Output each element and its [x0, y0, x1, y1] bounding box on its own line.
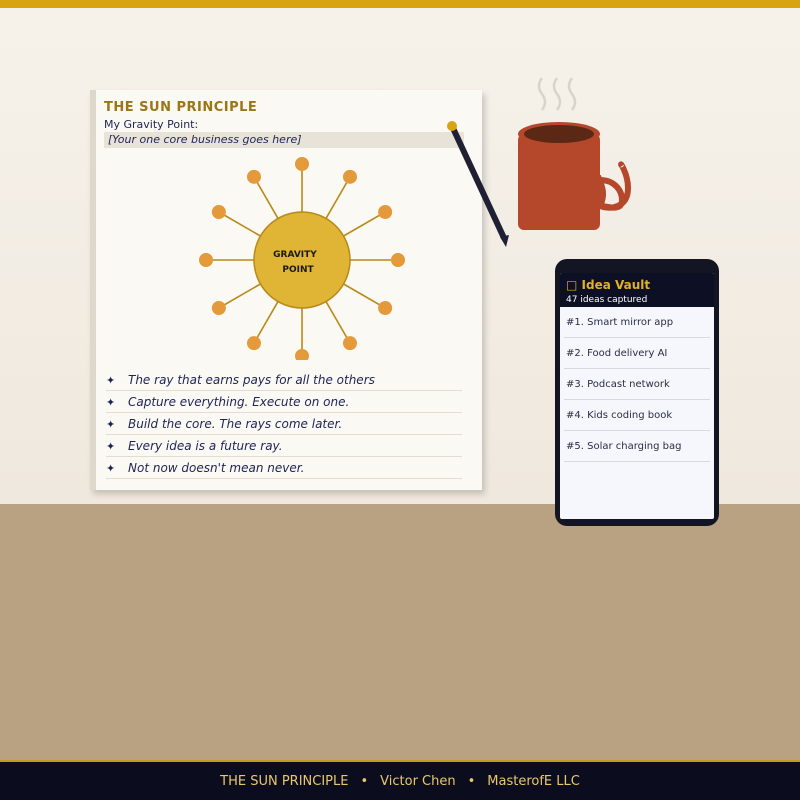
phone-screen	[560, 273, 714, 519]
idea-vault-title-text: Idea Vault	[581, 278, 651, 292]
footer	[0, 760, 800, 800]
phone-notch	[621, 263, 653, 269]
footer-title: THE SUN PRINCIPLE	[220, 773, 349, 789]
idea-vault-title	[566, 278, 650, 292]
sun-ray	[254, 302, 278, 344]
star-bullet-icon: ✦	[106, 373, 116, 387]
sun-ray-tip	[378, 205, 392, 219]
notepad-title: THE SUN PRINCIPLE	[104, 100, 258, 115]
principle-item	[106, 414, 462, 435]
gravity-point-label: My Gravity Point:	[104, 118, 199, 131]
top-accent-bar	[0, 0, 800, 8]
star-bullet-icon: ✦	[106, 439, 116, 453]
footer-company: MasterofE LLC	[487, 773, 580, 789]
principle-item	[106, 458, 462, 479]
principle-text: Capture everything. Execute on one.	[128, 395, 350, 409]
star-bullet-icon: ✦	[106, 395, 116, 409]
sun-ray-tip	[295, 349, 309, 360]
sun-ray-tip	[391, 253, 405, 267]
principle-text: Every idea is a future ray.	[128, 439, 283, 453]
star-bullet-icon: ✦	[106, 461, 116, 475]
phone	[555, 259, 719, 526]
coffee-mug	[510, 76, 640, 236]
idea-list-item[interactable]: #3. Podcast network	[564, 369, 710, 400]
sun-ray-tip	[343, 336, 357, 350]
principle-text: The ray that earns pays for all the others	[128, 373, 375, 387]
idea-vault-header	[560, 273, 714, 307]
sun-ray-tip	[295, 157, 309, 171]
sun-ray	[219, 212, 261, 236]
sun-ray	[344, 284, 386, 308]
principle-item	[106, 436, 462, 457]
bulb-icon: □	[566, 278, 578, 292]
sun-ray-tip	[212, 301, 226, 315]
sun-center-label-2: POINT	[282, 265, 314, 275]
sun-ray-tip	[247, 170, 261, 184]
idea-count: 47 ideas captured	[566, 295, 648, 305]
principles-list	[106, 370, 462, 480]
idea-list-item[interactable]: #1. Smart mirror app	[564, 307, 710, 338]
sun-ray	[254, 177, 278, 219]
idea-list-item[interactable]: #5. Solar charging bag	[564, 431, 710, 462]
desk-surface	[0, 504, 800, 760]
sun-center	[254, 212, 350, 308]
sun-ray-tip	[199, 253, 213, 267]
footer-author: Victor Chen	[380, 773, 456, 789]
sun-center-label-1: GRAVITY	[273, 250, 317, 260]
sun-diagram	[196, 150, 406, 360]
sun-ray-tip	[212, 205, 226, 219]
principle-item	[106, 392, 462, 413]
idea-list-item[interactable]: #4. Kids coding book	[564, 400, 710, 431]
principle-text: Build the core. The rays come later.	[128, 417, 343, 431]
steam-icon	[539, 78, 575, 110]
sun-ray	[219, 284, 261, 308]
sun-ray-tip	[378, 301, 392, 315]
sun-ray-tip	[343, 170, 357, 184]
principle-text: Not now doesn't mean never.	[128, 461, 305, 475]
sun-ray	[326, 302, 350, 344]
notepad	[90, 90, 482, 490]
idea-list	[564, 307, 710, 462]
footer-separator: •	[360, 773, 369, 789]
sun-ray	[326, 177, 350, 219]
principle-item	[106, 370, 462, 391]
star-bullet-icon: ✦	[106, 417, 116, 431]
footer-separator: •	[467, 773, 476, 789]
sun-ray	[344, 212, 386, 236]
idea-list-item[interactable]: #2. Food delivery AI	[564, 338, 710, 369]
gravity-point-field[interactable]: [Your one core business goes here]	[104, 132, 464, 148]
sun-ray-tip	[247, 336, 261, 350]
